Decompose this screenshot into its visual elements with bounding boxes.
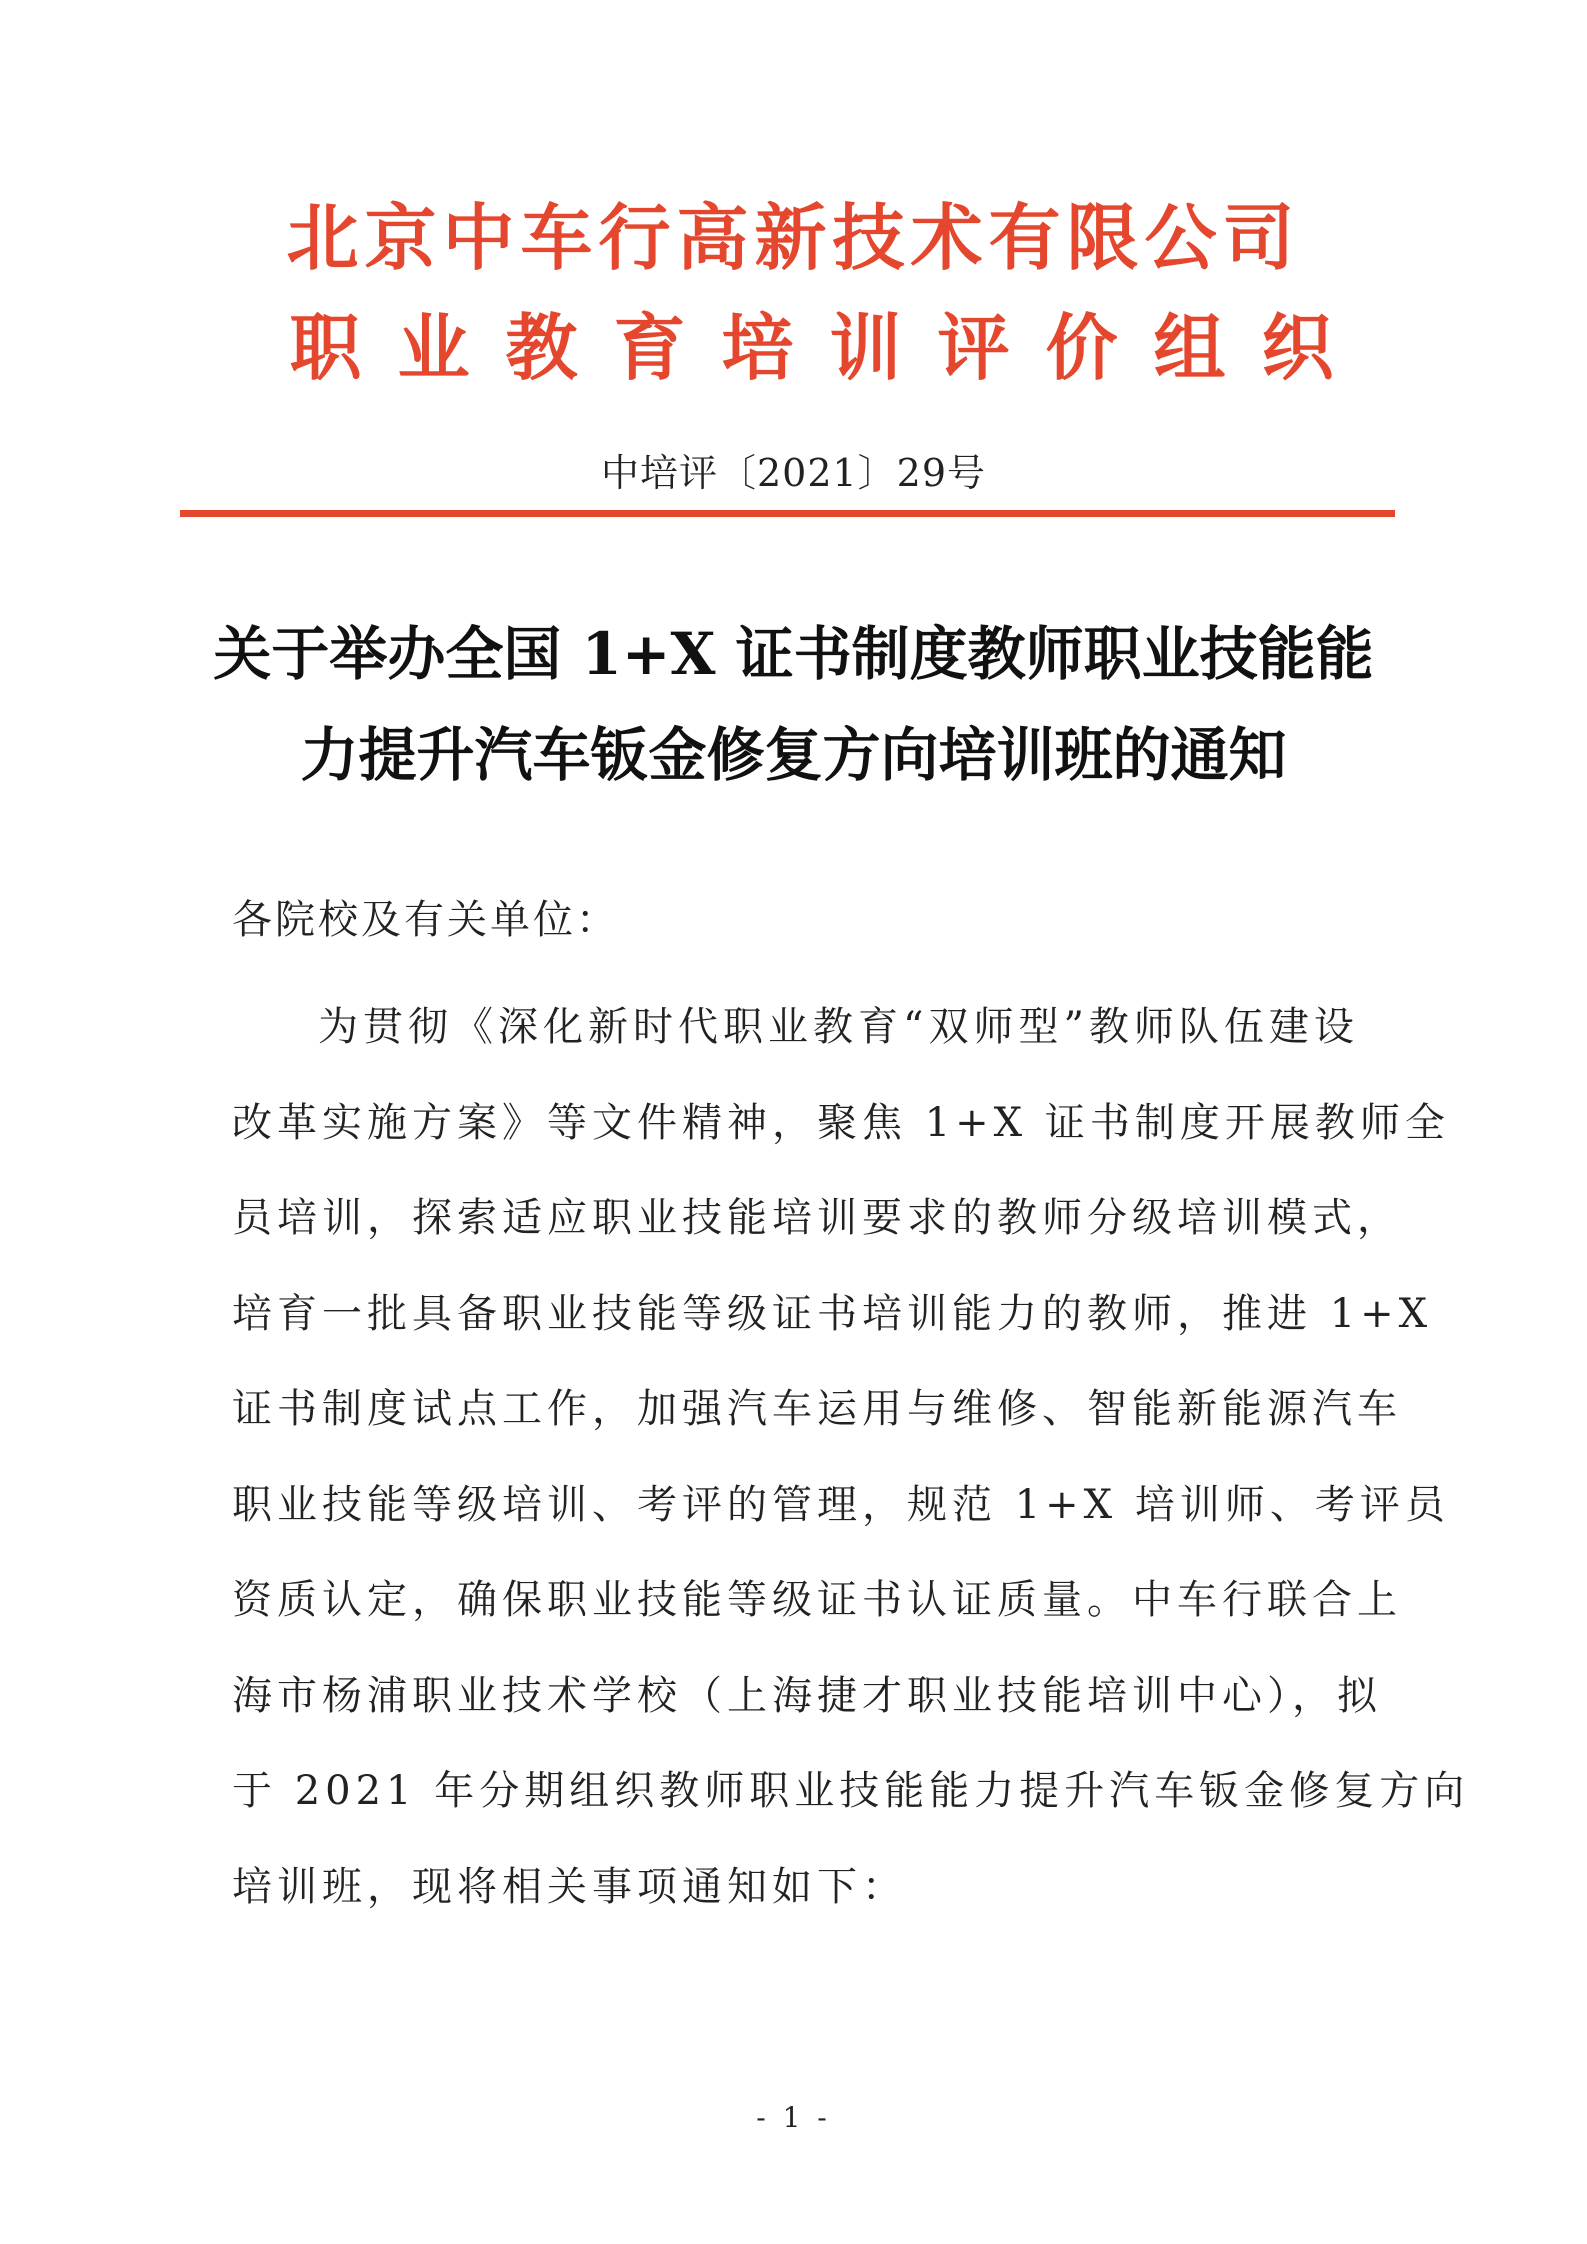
salutation: 各院校及有关单位： bbox=[232, 897, 619, 943]
body-line: 为贯彻《深化新时代职业教育“双师型”教师队伍建设 bbox=[318, 1004, 1359, 1050]
body-line: 证书制度试点工作，加强汽车运用与维修、智能新能源汽车 bbox=[232, 1386, 1402, 1432]
body-line: 改革实施方案》等文件精神，聚焦 1+X 证书制度开展教师全 bbox=[232, 1099, 1450, 1146]
org-name-line1: 北京中车行高新技术有限公司 bbox=[286, 196, 1301, 280]
notice-title-line1: 关于举办全国 1+X 证书制度教师职业技能能 bbox=[213, 620, 1374, 688]
org-name-line2: 职业教育培训评价组织 bbox=[289, 306, 1370, 390]
body-line: 海市杨浦职业技术学校（上海捷才职业技能培训中心），拟 bbox=[232, 1672, 1382, 1719]
body-line: 培育一批具备职业技能等级证书培训能力的教师，推进 1+X bbox=[232, 1290, 1433, 1337]
body-line: 于 2021 年分期组织教师职业技能能力提升汽车钣金修复方向 bbox=[232, 1768, 1470, 1814]
notice-title-line2: 力提升汽车钣金修复方向培训班的通知 bbox=[300, 721, 1287, 789]
body-line: 职业技能等级培训、考评的管理，规范 1+X 培训师、考评员 bbox=[232, 1481, 1450, 1528]
red-divider-rule bbox=[180, 510, 1395, 517]
page-number: - 1 - bbox=[756, 2101, 831, 2134]
body-paragraph bbox=[232, 980, 1470, 1935]
body-line: 员培训，探索适应职业技能培训要求的教师分级培训模式， bbox=[232, 1195, 1402, 1241]
document-number: 中培评〔2021〕29号 bbox=[600, 451, 987, 495]
body-line: 培训班，现将相关事项通知如下： bbox=[232, 1863, 907, 1910]
body-line: 资质认定，确保职业技能等级证书认证质量。中车行联合上 bbox=[232, 1577, 1402, 1623]
